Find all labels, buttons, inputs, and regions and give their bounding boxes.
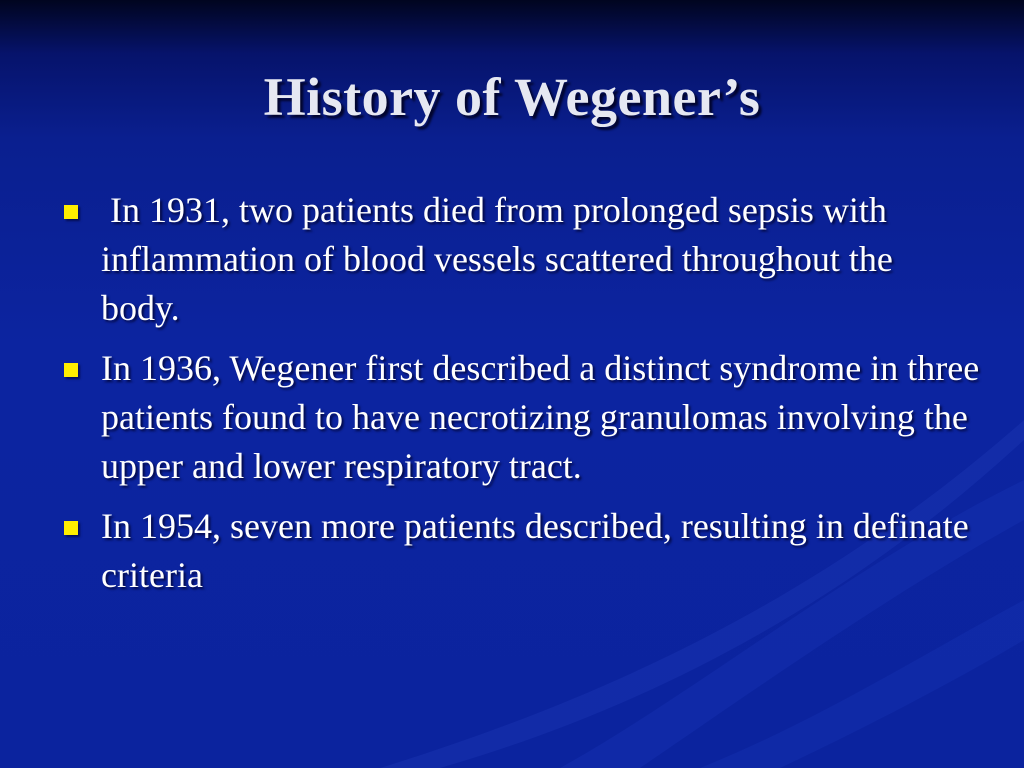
bullet-text: In 1936, Wegener first described a distinct syndrome in three patients found to have necrotizing granulomas involving the upper and lower respiratory tract.: [101, 348, 989, 486]
bullet-item: [60, 502, 980, 600]
slide-title: History of Wegener’s: [263, 67, 761, 127]
square-bullet-icon: [64, 205, 78, 219]
bullet-text: In 1954, seven more patients described, resulting in definate criteria: [101, 506, 978, 595]
square-bullet-icon: [64, 363, 78, 377]
square-bullet-icon: [64, 521, 78, 535]
bullet-text: In 1931, two patients died from prolonged sepsis with inflammation of blood vessels scattered throughout the body.: [101, 190, 902, 328]
bullet-item: [60, 344, 989, 491]
bullet-item: [60, 186, 980, 333]
bullet-list: [60, 186, 989, 611]
